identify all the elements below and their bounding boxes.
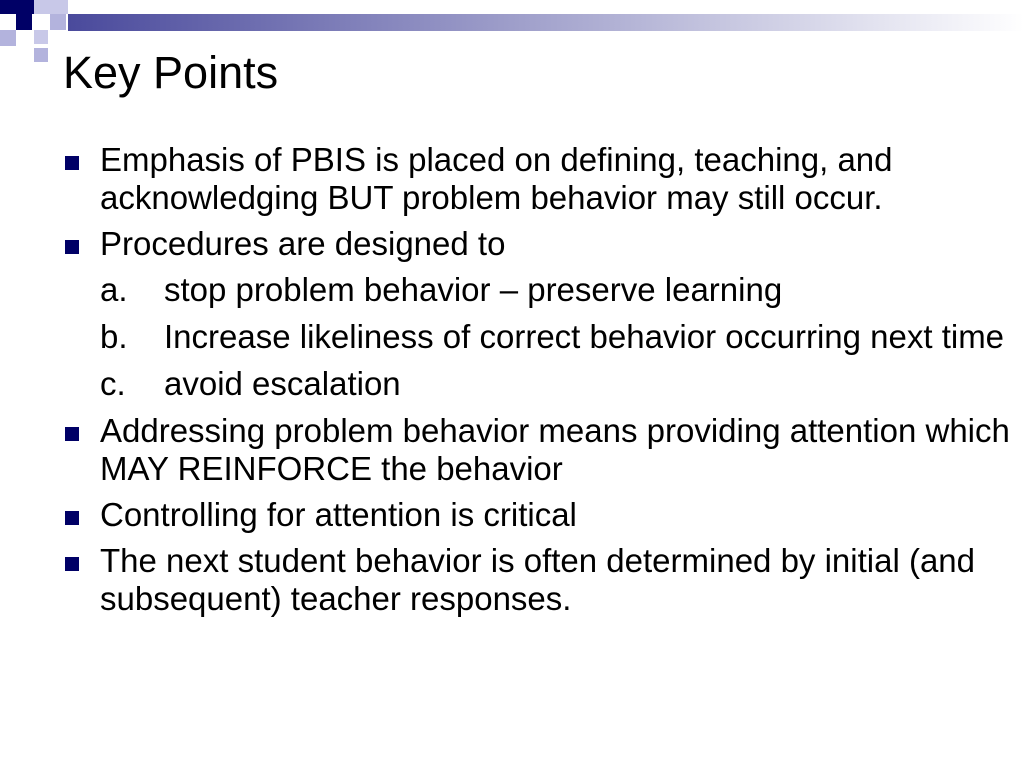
sub-item-text: stop problem behavior – preserve learning <box>164 271 783 308</box>
sub-item <box>62 318 1012 356</box>
sub-list <box>62 271 1012 403</box>
corner-square-light <box>34 0 68 14</box>
bullet-item <box>62 496 1012 534</box>
bullet-text: The next student behavior is often determined by initial (and subsequent) teacher responses. <box>100 542 976 617</box>
corner-square-light <box>0 30 16 46</box>
bullet-text: Addressing problem behavior means providing attention which MAY REINFORCE the behavior <box>100 412 1010 487</box>
corner-square-light <box>34 48 48 62</box>
sub-item-letter: c. <box>100 365 126 402</box>
corner-square-dark <box>16 14 32 30</box>
square-bullet-icon <box>65 511 79 525</box>
corner-square-light <box>50 14 66 30</box>
bullet-item <box>62 225 1012 263</box>
slide-title: Key Points <box>63 47 279 98</box>
bullet-text: Emphasis of PBIS is placed on defining, teaching, and acknowledging BUT problem behavior may still occur. <box>100 141 893 216</box>
square-bullet-icon <box>65 557 79 571</box>
sub-item-text: avoid escalation <box>164 365 401 402</box>
sub-item-letter: b. <box>100 318 128 355</box>
corner-square-light <box>34 30 48 44</box>
square-bullet-icon <box>65 427 79 441</box>
bullet-list <box>62 141 1012 626</box>
bullet-item <box>62 542 1012 618</box>
square-bullet-icon <box>65 240 79 254</box>
header-gradient-bar <box>68 14 1024 31</box>
corner-square-dark <box>0 0 34 14</box>
bullet-text: Procedures are designed to <box>100 225 506 262</box>
bullet-text: Controlling for attention is critical <box>100 496 577 533</box>
sub-item-letter: a. <box>100 271 128 308</box>
sub-item-text: Increase likeliness of correct behavior occurring next time <box>164 318 1005 355</box>
bullet-item <box>62 412 1012 488</box>
sub-item <box>62 271 1012 309</box>
square-bullet-icon <box>65 156 79 170</box>
bullet-item <box>62 141 1012 217</box>
sub-item <box>62 365 1012 403</box>
